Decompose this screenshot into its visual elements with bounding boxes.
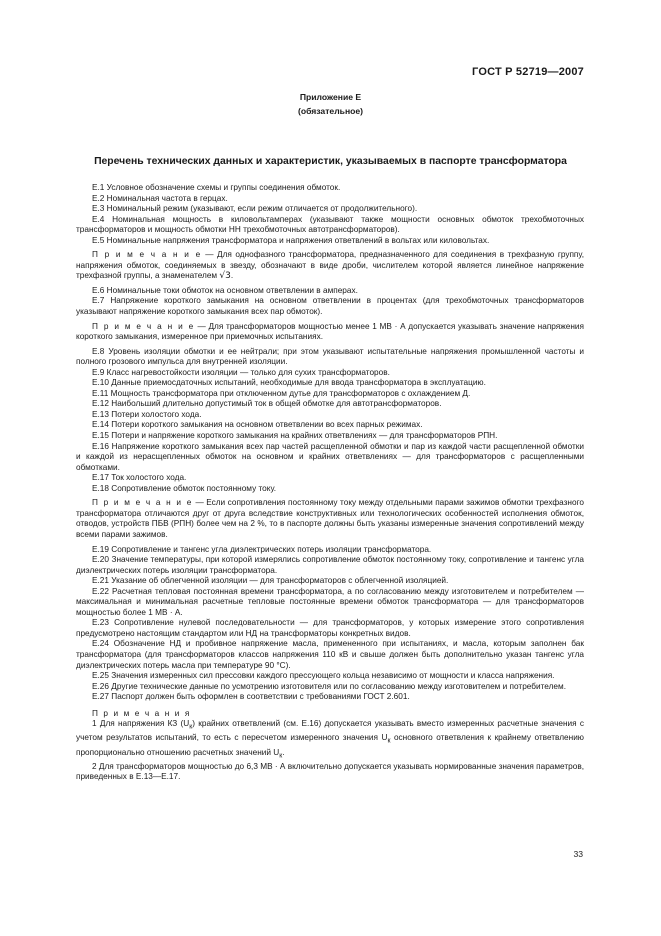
- appendix-status: (обязательное): [297, 106, 364, 116]
- paragraph-e25: Е.25 Значения измеренных сил прессовки каждого прессующего кольца независимо от мощности и класса напряжения.: [92, 671, 555, 681]
- note-after-e18: П р и м е ч а н и е — Если сопротивления постоянному току между отдельными парами зажимов обмотки трехфазного трансформатора отличаются друг от друга вследствие конструктивных или технологических особенностей исполнения обмоток, отводов, устройств ПБВ (РПН) более чем на 2 %, то в паспорте должны быть указаны измеренные значения сопротивлений между всеми парами зажимов.: [76, 498, 584, 539]
- paragraph-e18: Е.18 Сопротивление обмоток постоянному току.: [92, 483, 277, 493]
- final-note-2: 2 Для трансформаторов мощностью до 6,3 МВ · А включительно допускается указывать нормированные значения параметров, приведенных в Е.13—Е.17.: [76, 761, 584, 782]
- note-label: П р и м е ч а н и е: [92, 250, 202, 260]
- paragraph-e24: Е.24 Обозначение НД и пробивное напряжение масла, примененного при испытаниях, и масла, которым заполнен бак трансформатора (для трансформаторов классов напряжения 110 кВ и свыше должен быть дополнительно указан тангенс угла диэлектрических потерь масла при температуре 90 °С).: [76, 639, 584, 670]
- document-code-header: ГОСТ Р 52719—2007: [472, 66, 584, 78]
- paragraph-e2: Е.2 Номинальная частота в герцах.: [92, 193, 228, 203]
- paragraph-e20: Е.20 Значение температуры, при которой измерялись сопротивление обмоток постоянному току, сопротивление и тангенс угла диэлектрических потерь изоляции трансформатора.: [76, 555, 584, 575]
- sqrt-three: √3: [219, 271, 231, 282]
- note-label: П р и м е ч а н и е: [92, 498, 193, 508]
- paragraph-e9: Е.9 Класс нагревостойкости изоляции — только для сухих трансформаторов.: [92, 367, 390, 377]
- paragraph-e17: Е.17 Ток холостого хода.: [92, 473, 187, 483]
- paragraph-e3: Е.3 Номинальный режим (указывают, если режим отличается от продолжительного).: [92, 204, 418, 214]
- section-title: Перечень технических данных и характеристик, указываемых в паспорте трансформатора: [94, 156, 567, 167]
- paragraph-e1: Е.1 Условное обозначение схемы и группы соединения обмоток.: [92, 183, 341, 192]
- notes-heading: П р и м е ч а н и я: [92, 708, 191, 718]
- paragraph-e5: Е.5 Номинальные напряжения трансформатора и напряжения ответвлений в вольтах или киловольтах.: [92, 235, 490, 245]
- final-note-1: 1 Для напряжения КЗ $(U_к)$ крайних ответвлений (см. Е.16) допускается указывать вместо измеренных расчетные значения с учетом результатов испытаний, то есть с пересчетом измеренного значения $U_к$ основного ответвления к крайнему ответвлению пропорционально отношению расчетных значений $U_к$.: [76, 719, 584, 760]
- paragraph-e8: Е.8 Уровень изоляции обмотки и ее нейтрали; при этом указывают испытательные напряжения промышленной частоты и полного грозового импульса для внутренней изоляции.: [76, 346, 584, 367]
- appendix-label: Приложение Е: [299, 92, 362, 102]
- page-number: 33: [573, 849, 583, 859]
- note-after-e7: П р и м е ч а н и е — Для трансформаторов мощностью менее 1 МВ · А допускается указывать значение напряжения короткого замыкания, измеренное при приемочных испытаниях.: [76, 321, 584, 342]
- paragraph-e12: Е.12 Наибольший длительно допустимый ток в общей обмотке для автотрансформаторов.: [92, 399, 442, 409]
- paragraph-e7: Е.7 Напряжение короткого замыкания на основном ответвлении в процентах (для трехобмоточных трансформаторов указывают напряжение короткого замыкания всех пар обмоток).: [76, 296, 584, 317]
- document-body: [76, 183, 584, 783]
- paragraph-e4: Е.4 Номинальная мощность в киловольтамперах (указывают также мощности основных обмоток трехобмоточных трансформаторов и мощность обмотки НН трехобмоточных автотрансформаторов).: [76, 214, 584, 235]
- paragraph-e14: Е.14 Потери короткого замыкания на основном ответвлении во всех парных режимах.: [92, 420, 423, 430]
- paragraph-e22: Е.22 Расчетная тепловая постоянная времени трансформатора, а по согласованию между изготовителем и потребителем — максимальная и минимальная расчетные тепловые постоянные времени обмоток трансформатора — для трансформаторов мощностью более 1 МВ · А.: [76, 586, 584, 617]
- note-label: П р и м е ч а н и е: [92, 321, 195, 331]
- paragraph-e10: Е.10 Данные приемосдаточных испытаний, необходимые для ввода трансформатора в эксплуатацию.: [92, 378, 486, 388]
- paragraph-e13: Е.13 Потери холостого хода.: [92, 409, 202, 419]
- paragraph-e19: Е.19 Сопротивление и тангенс угла диэлектрических потерь изоляции трансформатора.: [92, 544, 432, 554]
- paragraph-e21: Е.21 Указание об облегченной изоляции — для трансформаторов с облегченной изоляцией.: [92, 576, 449, 586]
- paragraph-e26: Е.26 Другие технические данные по усмотрению изготовителя или по согласованию между изготовителем и потребителем.: [92, 681, 566, 691]
- paragraph-e15: Е.15 Потери и напряжение короткого замыкания на крайних ответвлениях — для трансформаторов РПН.: [92, 431, 498, 441]
- paragraph-e16: Е.16 Напряжение короткого замыкания всех пар частей расщепленной обмотки и пар из каждой части расщепленной обмотки и каждой из нерасщепленных обмоток на основном и крайних ответвлениях — для трансформаторов с расщепленными обмотками.: [76, 441, 584, 472]
- paragraph-e11: Е.11 Мощность трансформатора при отключенном дутье для трансформаторов с охлаждением Д.: [92, 388, 471, 398]
- note-after-e5: П р и м е ч а н и е — Для однофазного трансформатора, предназначенного для соединения в трехфазную группу, напряжения обмоток, соединяемых в звезду, обозначают в виде дроби, числителем которой является линейное напряжение трехфазной группы, а знаменателем √3.: [76, 250, 584, 282]
- paragraph-e6: Е.6 Номинальные токи обмоток на основном ответвлении в амперах.: [92, 285, 358, 295]
- paragraph-e23: Е.23 Сопротивление нулевой последовательности — для трансформаторов, у которых измерение этого сопротивления предусмотрено настоящим стандартом или НД на трансформаторы конкретных видов.: [76, 618, 584, 638]
- paragraph-e27: Е.27 Паспорт должен быть оформлен в соответствии с требованиями ГОСТ 2.601.: [92, 692, 410, 702]
